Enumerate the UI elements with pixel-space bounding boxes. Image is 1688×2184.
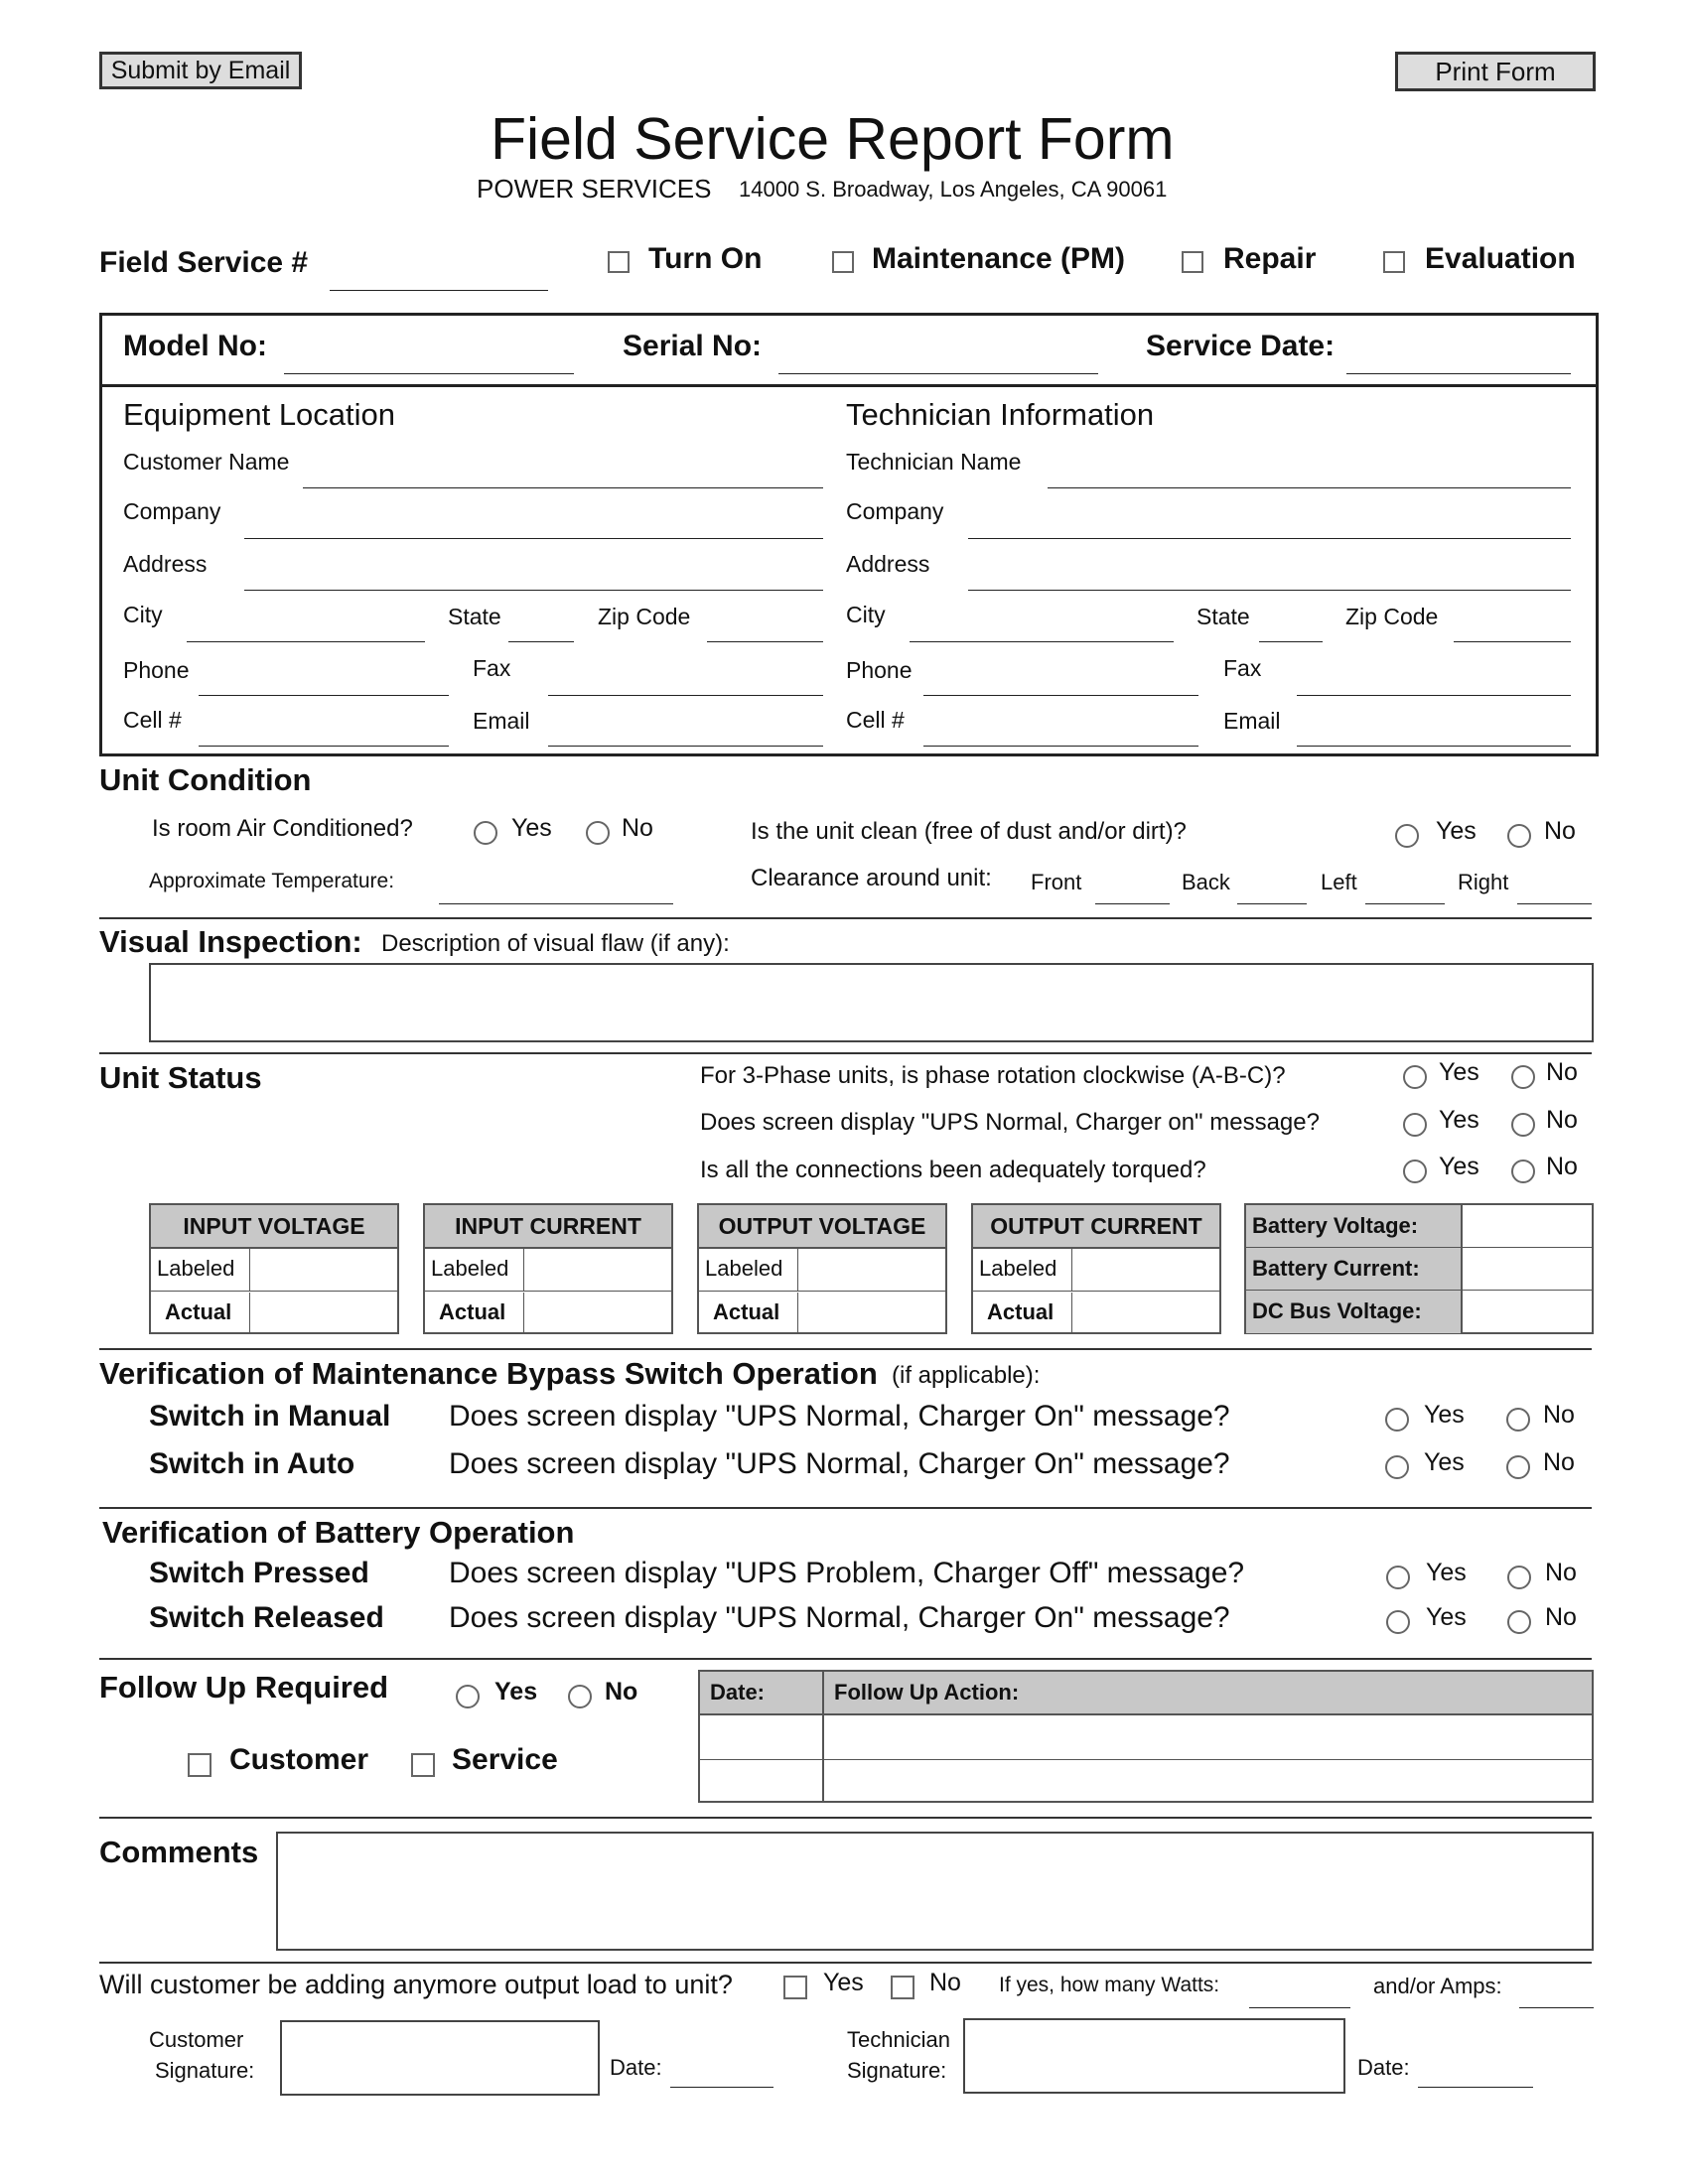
switch-pressed-yes-radio[interactable] [1386,1566,1410,1589]
clearance-front-input[interactable] [1095,903,1170,904]
maintenance-checkbox[interactable] [832,251,854,273]
phase-rotation-question: For 3-Phase units, is phase rotation clockwise (A-B-C)? [700,1062,1286,1089]
follow-up-date-input-1[interactable] [700,1715,822,1759]
input-voltage-table [149,1203,399,1334]
switch-auto-yes-radio[interactable] [1385,1455,1409,1479]
tech-cell-input[interactable] [923,746,1198,747]
no-label: No [1545,1559,1577,1586]
torqued-yes-radio[interactable] [1403,1160,1427,1183]
follow-up-date-input-2[interactable] [700,1761,822,1801]
temperature-input[interactable] [439,903,673,904]
no-label: No [1545,1603,1577,1631]
phase-rotation-no-radio[interactable] [1511,1065,1535,1089]
table-header: OUTPUT VOLTAGE [699,1205,945,1249]
output-load-no-checkbox[interactable] [891,1976,914,1999]
repair-checkbox[interactable] [1182,251,1203,273]
torqued-question: Is all the connections been adequately torqued? [700,1157,1206,1183]
info-box-divider [99,384,1599,387]
tech-company-input[interactable] [968,538,1571,539]
clearance-back-input[interactable] [1237,903,1307,904]
labeled-label: Labeled [425,1249,524,1291]
tech-cell-label: Cell # [846,707,905,733]
technician-name-input[interactable] [1048,487,1571,488]
technician-signature-label-1: Technician [847,2027,950,2052]
yes-label: Yes [1439,1153,1479,1180]
output-voltage-actual-input[interactable] [798,1293,945,1332]
yes-label: Yes [1439,1106,1479,1134]
divider [99,1348,1592,1350]
yes-label: Yes [1424,1448,1465,1476]
divider [99,1507,1592,1509]
yes-label: Yes [494,1678,538,1706]
tech-city-input[interactable] [910,641,1174,642]
customer-date-input[interactable] [670,2087,774,2088]
divider [99,1962,1592,1964]
form-title: Field Service Report Form [491,106,1175,172]
switch-in-auto-label: Switch in Auto [149,1447,355,1480]
eq-cell-label: Cell # [123,707,182,733]
comments-heading: Comments [99,1835,259,1869]
eq-address-input[interactable] [244,590,823,591]
customer-signature-label-2: Signature: [155,2058,255,2083]
no-label: No [1546,1106,1578,1134]
battery-operation-heading: Verification of Battery Operation [102,1515,575,1550]
actual-label: Actual [425,1293,524,1332]
equipment-location-heading: Equipment Location [123,397,396,432]
dc-bus-voltage-label: DC Bus Voltage: [1246,1291,1463,1333]
battery-current-label: Battery Current: [1246,1248,1463,1290]
battery-table [1244,1203,1594,1334]
switch-released-question: Does screen display "UPS Normal, Charger On" message? [449,1601,1230,1634]
field-service-number-label: Field Service # [99,246,309,279]
input-voltage-labeled-input[interactable] [250,1249,397,1291]
submit-by-email-button[interactable]: Submit by Email [99,52,302,89]
technician-name-label: Technician Name [846,449,1022,475]
customer-signature-label-1: Customer [149,2027,244,2052]
company-address: 14000 S. Broadway, Los Angeles, CA 90061 [739,177,1168,202]
input-current-labeled-input[interactable] [524,1249,671,1291]
eq-city-label: City [123,602,163,627]
input-current-table [423,1203,673,1334]
eq-company-input[interactable] [244,538,823,539]
print-form-button[interactable]: Print Form [1395,52,1596,91]
actual-label: Actual [699,1293,798,1332]
follow-up-no-radio[interactable] [568,1685,592,1708]
switch-pressed-label: Switch Pressed [149,1557,369,1589]
eq-fax-input[interactable] [548,695,823,696]
clearance-right-input[interactable] [1517,903,1592,904]
amps-input[interactable] [1519,2007,1594,2008]
bypass-switch-heading: Verification of Maintenance Bypass Switch Operation [99,1356,878,1391]
input-current-actual-input[interactable] [524,1293,671,1332]
follow-up-action-input-1[interactable] [824,1715,1592,1759]
no-label: No [1546,1153,1578,1180]
customer-signature-field[interactable] [280,2020,600,2096]
ups-normal-question: Does screen display "UPS Normal, Charger on" message? [700,1109,1320,1136]
eq-state-label: State [448,604,501,629]
table-header: OUTPUT CURRENT [973,1205,1219,1249]
switch-pressed-question: Does screen display "UPS Problem, Charger Off" message? [449,1557,1245,1589]
tech-zip-label: Zip Code [1345,604,1439,629]
switch-auto-question: Does screen display "UPS Normal, Charger On" message? [449,1447,1230,1480]
battery-voltage-label: Battery Voltage: [1246,1205,1463,1247]
air-conditioned-question: Is room Air Conditioned? [152,815,413,842]
table-header: INPUT CURRENT [425,1205,671,1249]
unit-status-heading: Unit Status [99,1060,262,1095]
repair-label: Repair [1223,242,1317,275]
eq-city-input[interactable] [187,641,425,642]
air-conditioned-no-radio[interactable] [586,821,610,845]
switch-pressed-no-radio[interactable] [1507,1566,1531,1589]
customer-date-label: Date: [610,2055,662,2080]
tech-phone-input[interactable] [923,695,1198,696]
tech-city-label: City [846,602,886,627]
eq-phone-input[interactable] [199,695,449,696]
tech-fax-label: Fax [1223,655,1262,681]
follow-up-action-header: Follow Up Action: [834,1680,1020,1705]
divider [99,1817,1592,1819]
visual-flaw-textarea[interactable] [149,963,1594,1042]
model-no-input[interactable] [284,373,574,374]
tech-email-input[interactable] [1297,746,1571,747]
amps-label: and/or Amps: [1373,1974,1502,1998]
technician-signature-field[interactable] [963,2018,1345,2094]
follow-up-customer-label: Customer [229,1743,369,1776]
unit-clean-no-radio[interactable] [1507,824,1531,848]
follow-up-date-header: Date: [710,1680,766,1705]
switch-manual-question: Does screen display "UPS Normal, Charger On" message? [449,1400,1230,1433]
clearance-label: Clearance around unit: [751,865,992,891]
eq-phone-label: Phone [123,657,190,683]
tech-phone-label: Phone [846,657,913,683]
follow-up-action-input-2[interactable] [824,1761,1592,1801]
model-no-label: Model No: [123,330,267,362]
yes-label: Yes [1426,1559,1467,1586]
air-conditioned-yes-radio[interactable] [474,821,497,845]
clearance-left-input[interactable] [1365,903,1445,904]
actual-label: Actual [973,1293,1072,1332]
turn-on-checkbox[interactable] [608,251,630,273]
technician-date-input[interactable] [1418,2087,1533,2088]
eq-fax-label: Fax [473,655,511,681]
tech-address-input[interactable] [968,590,1571,591]
tech-state-input[interactable] [1259,641,1323,642]
bypass-switch-note: (if applicable): [892,1362,1041,1389]
turn-on-label: Turn On [648,242,763,275]
eq-state-input[interactable] [508,641,574,642]
follow-up-heading: Follow Up Required [99,1670,389,1705]
eq-address-label: Address [123,551,208,577]
eq-zip-input[interactable] [707,641,823,642]
actual-label: Actual [151,1293,250,1332]
labeled-label: Labeled [699,1249,798,1291]
clearance-left-label: Left [1321,870,1357,894]
customer-name-input[interactable] [303,487,823,488]
switch-manual-yes-radio[interactable] [1385,1408,1409,1432]
switch-manual-no-radio[interactable] [1506,1408,1530,1432]
comments-textarea[interactable] [276,1832,1594,1951]
unit-clean-question: Is the unit clean (free of dust and/or dirt)? [751,818,1187,845]
technician-date-label: Date: [1357,2055,1410,2080]
follow-up-yes-radio[interactable] [456,1685,480,1708]
info-box [99,313,1599,756]
output-load-yes-checkbox[interactable] [783,1976,807,1999]
evaluation-label: Evaluation [1425,242,1576,275]
maintenance-label: Maintenance (PM) [872,242,1126,275]
yes-label: Yes [1436,817,1477,845]
follow-up-service-label: Service [452,1743,558,1776]
tech-state-label: State [1196,604,1250,629]
eq-zip-label: Zip Code [598,604,691,629]
dc-bus-voltage-input[interactable] [1463,1291,1592,1333]
table-header: INPUT VOLTAGE [151,1205,397,1249]
evaluation-checkbox[interactable] [1383,251,1405,273]
yes-label: Yes [823,1969,864,1996]
eq-email-label: Email [473,708,530,734]
unit-clean-yes-radio[interactable] [1395,824,1419,848]
switch-released-no-radio[interactable] [1507,1610,1531,1634]
tech-fax-input[interactable] [1297,695,1571,696]
unit-condition-heading: Unit Condition [99,762,312,797]
yes-label: Yes [511,814,552,842]
switch-released-yes-radio[interactable] [1386,1610,1410,1634]
service-date-label: Service Date: [1146,330,1336,362]
labeled-label: Labeled [151,1249,250,1291]
output-current-labeled-input[interactable] [1072,1249,1219,1291]
temperature-label: Approximate Temperature: [149,870,395,892]
divider [99,917,1592,919]
company-name: POWER SERVICES [477,174,712,204]
serial-no-input[interactable] [778,373,1098,374]
battery-voltage-input[interactable] [1463,1205,1592,1247]
ups-normal-yes-radio[interactable] [1403,1113,1427,1137]
follow-up-customer-checkbox[interactable] [188,1753,211,1777]
watts-input[interactable] [1249,2007,1350,2008]
no-label: No [929,1969,961,1996]
labeled-label: Labeled [973,1249,1072,1291]
technician-information-heading: Technician Information [846,397,1155,432]
no-label: No [1544,817,1576,845]
output-current-actual-input[interactable] [1072,1293,1219,1332]
phase-rotation-yes-radio[interactable] [1403,1065,1427,1089]
switch-auto-no-radio[interactable] [1506,1455,1530,1479]
yes-label: Yes [1426,1603,1467,1631]
output-voltage-labeled-input[interactable] [798,1249,945,1291]
switch-released-label: Switch Released [149,1601,384,1634]
field-service-number-input[interactable] [330,290,548,291]
clearance-back-label: Back [1182,870,1230,894]
tech-address-label: Address [846,551,930,577]
output-load-question: Will customer be adding anymore output load to unit? [99,1970,733,1999]
output-voltage-table [697,1203,947,1334]
no-label: No [1546,1058,1578,1086]
visual-inspection-heading: Visual Inspection: [99,924,362,959]
follow-up-service-checkbox[interactable] [411,1753,435,1777]
no-label: No [1543,1448,1575,1476]
ups-normal-no-radio[interactable] [1511,1113,1535,1137]
eq-cell-input[interactable] [199,746,449,747]
divider [99,1052,1592,1054]
customer-name-label: Customer Name [123,449,290,475]
visual-flaw-description-label: Description of visual flaw (if any): [381,930,730,957]
torqued-no-radio[interactable] [1511,1160,1535,1183]
yes-label: Yes [1424,1401,1465,1429]
switch-in-manual-label: Switch in Manual [149,1400,391,1433]
follow-up-table [698,1670,1594,1803]
no-label: No [1543,1401,1575,1429]
watts-label: If yes, how many Watts: [999,1974,1220,1996]
tech-email-label: Email [1223,708,1281,734]
eq-email-input[interactable] [548,746,823,747]
input-voltage-actual-input[interactable] [250,1293,397,1332]
serial-no-label: Serial No: [623,330,763,362]
divider [99,1658,1592,1660]
yes-label: Yes [1439,1058,1479,1086]
clearance-right-label: Right [1458,870,1509,894]
technician-signature-label-2: Signature: [847,2058,947,2083]
tech-zip-input[interactable] [1454,641,1571,642]
no-label: No [605,1678,638,1706]
tech-company-label: Company [846,498,944,524]
no-label: No [622,814,653,842]
service-date-input[interactable] [1346,373,1571,374]
eq-company-label: Company [123,498,221,524]
battery-current-input[interactable] [1463,1248,1592,1290]
output-current-table [971,1203,1221,1334]
clearance-front-label: Front [1031,870,1082,894]
